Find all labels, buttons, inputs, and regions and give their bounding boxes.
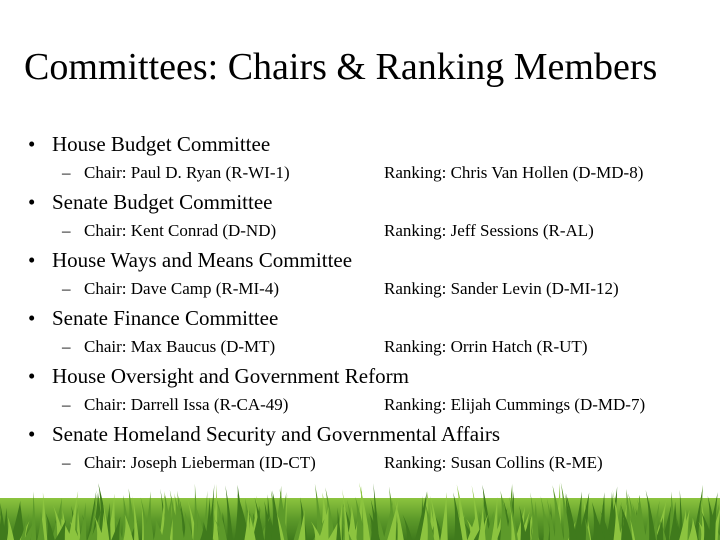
ranking-text: Ranking: Chris Van Hollen (D-MD-8): [384, 163, 644, 182]
bullet-icon: •: [28, 422, 36, 446]
ranking-text: Ranking: Jeff Sessions (R-AL): [384, 221, 594, 240]
chair-text: Chair: Kent Conrad (D-ND): [84, 221, 277, 240]
ranking-text: Ranking: Orrin Hatch (R-UT): [384, 337, 588, 356]
dash-icon: –: [62, 395, 71, 414]
chair-text: Chair: Paul D. Ryan (R-WI-1): [84, 163, 290, 182]
ranking-text: Ranking: Elijah Cummings (D-MD-7): [384, 395, 646, 414]
chair-text: Chair: Dave Camp (R-MI-4): [84, 279, 279, 298]
committee-name: House Budget Committee: [52, 132, 271, 156]
ranking-text: Ranking: Sander Levin (D-MI-12): [384, 279, 619, 298]
slide-title: Committees: Chairs & Ranking Members: [24, 46, 658, 88]
ranking-text: Ranking: Susan Collins (R-ME): [384, 453, 603, 472]
committee-item: [28, 131, 270, 157]
bullet-icon: •: [28, 364, 36, 388]
bullet-icon: •: [28, 306, 36, 330]
bullet-icon: •: [28, 248, 36, 272]
committee-members: [62, 336, 712, 358]
committee-item: [28, 247, 352, 273]
committee-name: House Ways and Means Committee: [52, 248, 353, 272]
dash-icon: –: [62, 163, 71, 182]
chair-text: Chair: Max Baucus (D-MT): [84, 337, 276, 356]
committee-members: [62, 220, 712, 242]
committee-item: [28, 363, 409, 389]
chair-text: Chair: Joseph Lieberman (ID-CT): [84, 453, 316, 472]
committee-name: Senate Homeland Security and Governmental Affairs: [52, 422, 501, 446]
committee-members: [62, 394, 712, 416]
dash-icon: –: [62, 453, 71, 472]
committee-members: [62, 278, 712, 300]
dash-icon: –: [62, 279, 71, 298]
committee-name: Senate Finance Committee: [52, 306, 279, 330]
bullet-icon: •: [28, 190, 36, 214]
dash-icon: –: [62, 221, 71, 240]
committee-members: [62, 162, 712, 184]
committee-name: House Oversight and Government Reform: [52, 364, 409, 388]
committee-name: Senate Budget Committee: [52, 190, 273, 214]
chair-text: Chair: Darrell Issa (R-CA-49): [84, 395, 289, 414]
dash-icon: –: [62, 337, 71, 356]
grass-border-decoration: [0, 468, 720, 540]
committee-item: [28, 305, 278, 331]
bullet-icon: •: [28, 132, 36, 156]
committee-item: [28, 189, 272, 215]
committee-item: [28, 421, 500, 447]
